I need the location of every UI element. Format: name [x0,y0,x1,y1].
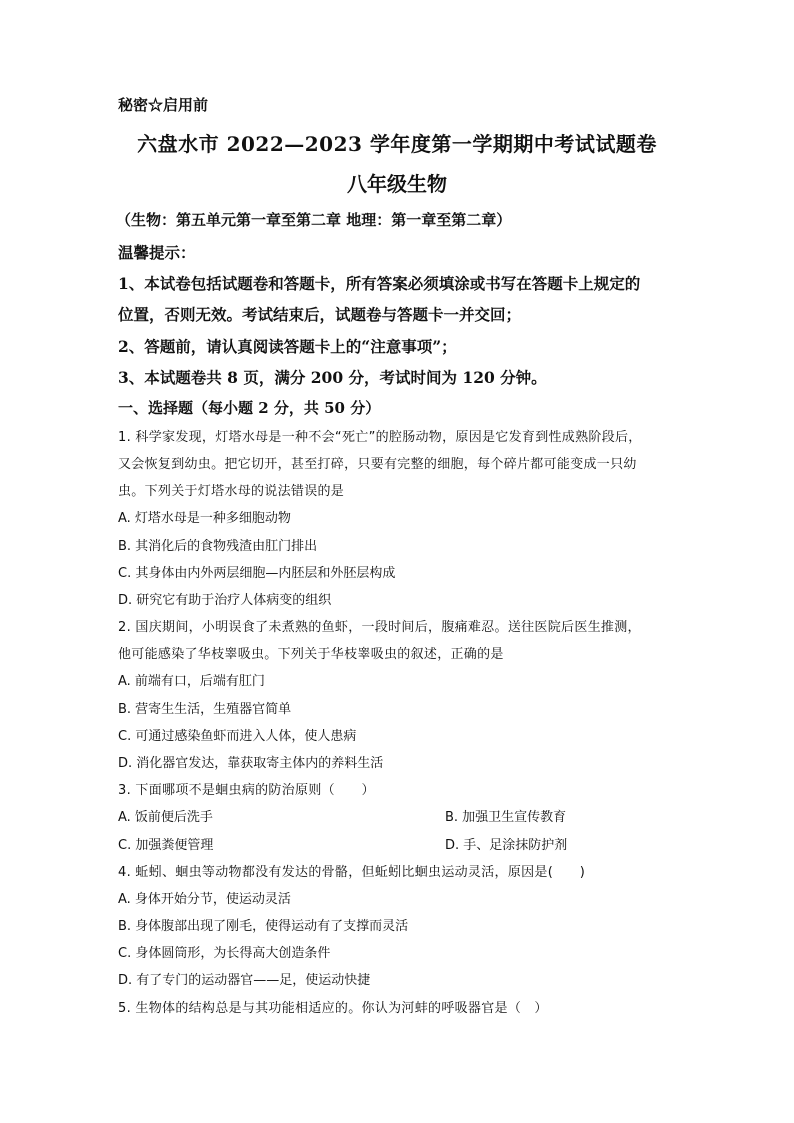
tip-line: 1、本试卷包括试题卷和答题卡，所有答案必须填涂或书写在答题卡上规定的 [118,274,641,293]
question-2-option-d: D. 消化器官发达，靠获取寄主体内的养料生活 [118,756,384,771]
exam-title: 六盘水市 2022—2023 学年度第一学期期中考试试题卷 [137,132,657,156]
question-2-option-c: C. 可通过感染鱼虾而进入人体，使人患病 [118,729,357,744]
question-4-option-a: A. 身体开始分节，使运动灵活 [118,892,291,907]
question-1-option-a: A. 灯塔水母是一种多细胞动物 [118,511,291,526]
question-3-option-c: C. 加强粪便管理 [118,838,214,853]
question-2-stem: 他可能感染了华枝睾吸虫。下列关于华枝睾吸虫的叙述，正确的是 [118,647,504,662]
question-1-option-b: B. 其消化后的食物残渣由肛门排出 [118,539,318,554]
question-3-option-d: D. 手、足涂抹防护剂 [445,838,568,853]
tips-heading: 温馨提示： [118,243,196,262]
question-2-option-b: B. 营寄生生活，生殖器官简单 [118,702,292,717]
question-4-option-b: B. 身体腹部出现了刚毛，使得运动有了支撑而灵活 [118,919,409,934]
question-5-stem: 5. 生物体的结构总是与其功能相适应的。你认为河蚌的呼吸器官是（ ） [118,1001,548,1016]
question-2-stem: 2. 国庆期间，小明误食了未煮熟的鱼虾，一段时间后，腹痛难忍。送往医院后医生推测， [118,620,641,635]
question-3-option-b: B. 加强卫生宣传教育 [445,810,567,825]
confidential-label: 秘密☆启用前 [118,96,209,114]
tip-line: 2、答题前，请认真阅读答题卡上的“注意事项”； [118,337,457,356]
question-1-option-c: C. 其身体由内外两层细胞—内胚层和外胚层构成 [118,566,396,581]
question-4-option-c: C. 身体圆筒形，为长得高大创造条件 [118,946,331,961]
question-1-stem: 1. 科学家发现，灯塔水母是一种不会“死亡”的腔肠动物，原因是它发育到性成熟阶段后， [118,430,642,445]
tip-line: 位置，否则无效。考试结束后，试题卷与答题卡一并交回； [118,305,522,324]
question-1-stem: 又会恢复到幼虫。把它切开，甚至打碎，只要有完整的细胞，每个碎片都可能变成一只幼 [118,457,637,472]
question-1-stem: 虫。下列关于灯塔水母的说法错误的是 [118,484,345,499]
section-heading: 一、选择题（每小题 2 分，共 50 分） [118,399,381,417]
subject-title: 八年级生物 [347,172,447,196]
question-2-option-a: A. 前端有口，后端有肛门 [118,674,265,689]
question-1-option-d: D. 研究它有助于治疗人体病变的组织 [118,593,332,608]
question-3-stem: 3. 下面哪项不是蛔虫病的防治原则（ ） [118,783,375,798]
exam-scope: （生物：第五单元第一章至第二章 地理：第一章至第二章） [116,211,512,229]
question-3-option-a: A. 饭前便后洗手 [118,810,213,825]
tip-line: 3、本试题卷共 8 页，满分 200 分，考试时间为 120 分钟。 [118,368,547,387]
question-4-option-d: D. 有了专门的运动器官——足，使运动快捷 [118,973,371,988]
question-4-stem: 4. 蚯蚓、蛔虫等动物都没有发达的骨骼，但蚯蚓比蛔虫运动灵活，原因是( ) [118,865,586,880]
